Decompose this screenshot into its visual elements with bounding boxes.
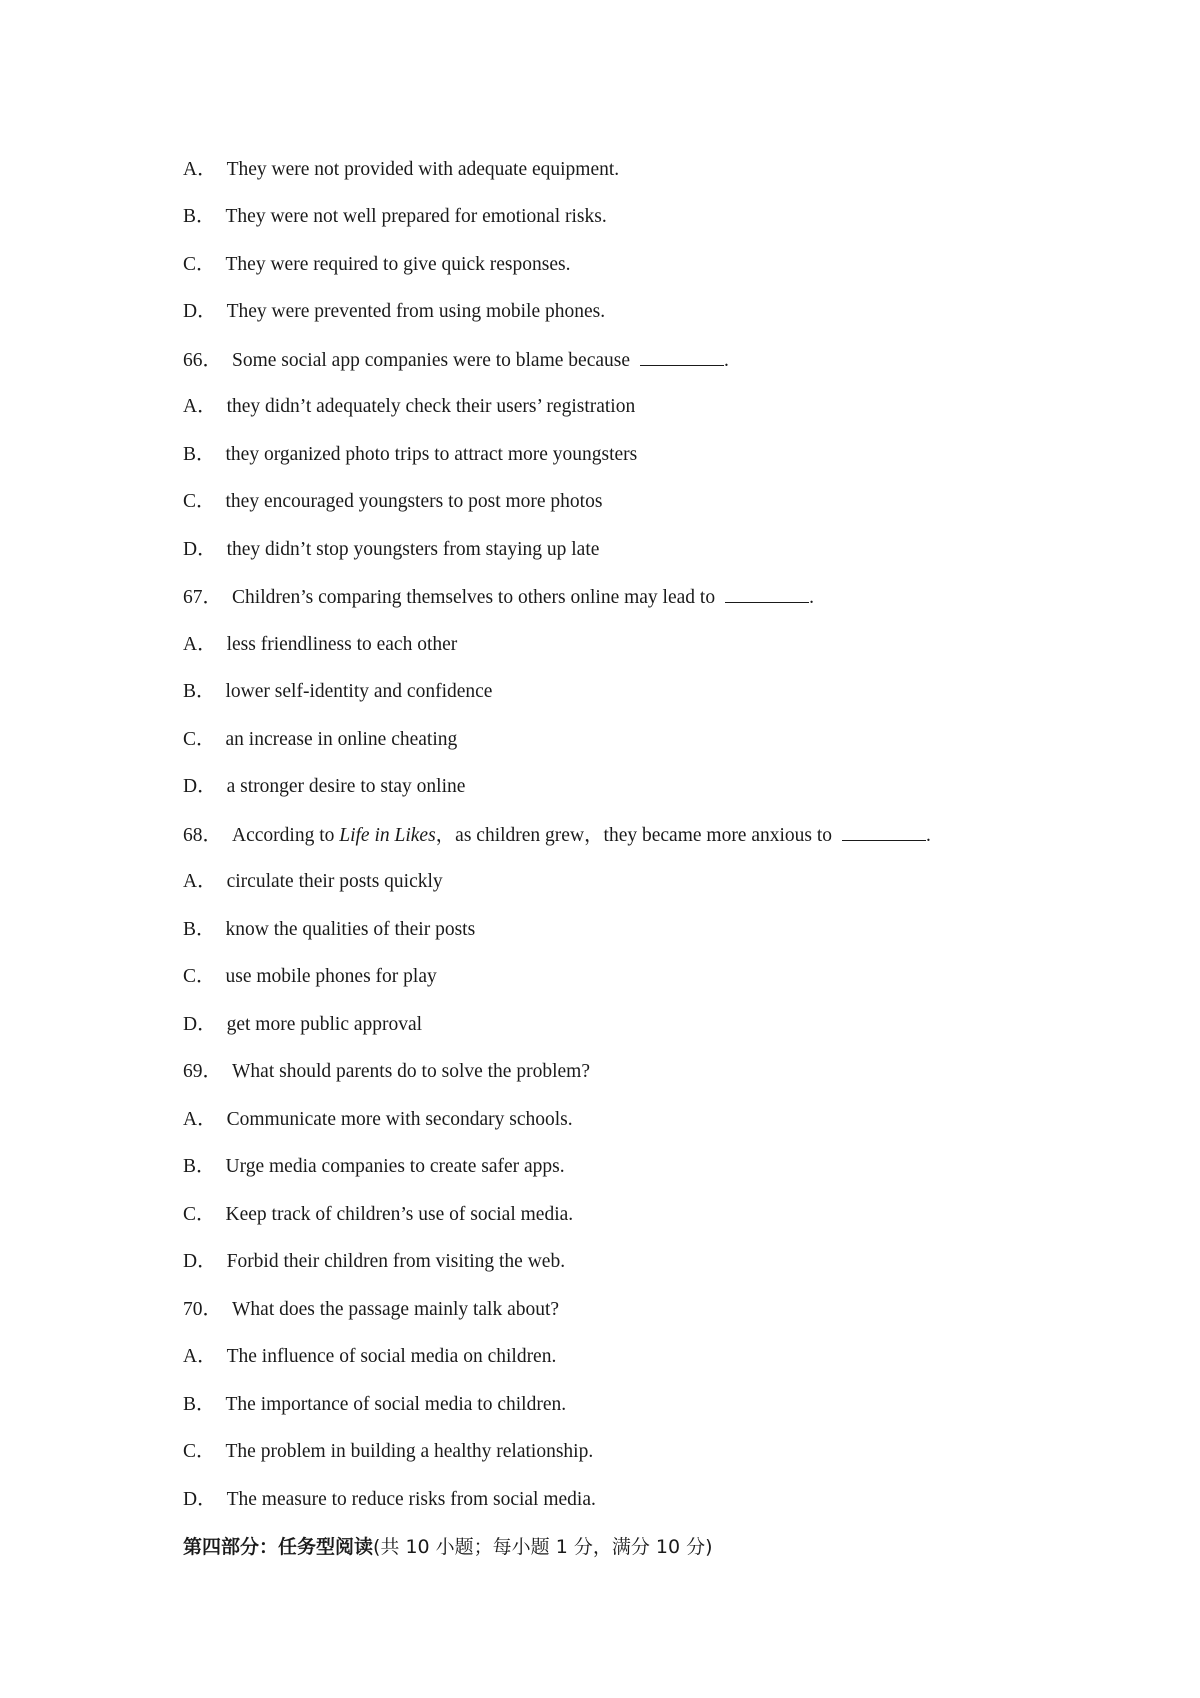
option-text: Urge media companies to create safer apps.	[225, 1156, 565, 1177]
question-68: 68． According to Life in Likes，as children grew，they became more anxious to .	[183, 822, 931, 849]
option-65-c	[183, 252, 570, 278]
option-label: A．	[183, 871, 217, 892]
option-text: they organized photo trips to attract more youngsters	[225, 444, 638, 465]
answer-blank	[640, 347, 724, 366]
question-stem: What does the passage mainly talk about?	[232, 1299, 560, 1320]
option-text: Forbid their children from visiting the web.	[226, 1251, 566, 1272]
option-label: A．	[183, 396, 217, 417]
option-text: They were not well prepared for emotional risks.	[225, 206, 607, 227]
option-text: The influence of social media on children.	[226, 1346, 557, 1367]
option-text: get more public approval	[226, 1014, 423, 1035]
option-label: C．	[183, 1204, 216, 1225]
option-text: The problem in building a healthy relationship.	[225, 1441, 594, 1462]
option-67-a	[183, 632, 457, 658]
option-label: A．	[183, 1346, 217, 1367]
option-69-c	[183, 1202, 573, 1228]
option-66-a	[183, 394, 635, 420]
question-stem-post: ，as children grew，they became more anxious to	[435, 825, 833, 846]
option-67-d	[183, 774, 465, 800]
option-label: C．	[183, 491, 216, 512]
option-label: A．	[183, 159, 217, 180]
option-68-d	[183, 1012, 422, 1038]
answer-blank	[725, 584, 809, 603]
option-65-d	[183, 299, 605, 325]
option-69-a	[183, 1107, 573, 1133]
option-label: B．	[183, 681, 216, 702]
option-label: A．	[183, 1109, 217, 1130]
section-detail: (共 10 小题；每小题 1 分，满分 10 分)	[373, 1536, 713, 1558]
option-70-c	[183, 1439, 593, 1465]
option-label: B．	[183, 444, 216, 465]
option-text: they didn’t adequately check their users’ registration	[226, 396, 636, 417]
option-66-d	[183, 537, 599, 563]
question-number: 70．	[183, 1299, 223, 1320]
question-number: 67．	[183, 587, 223, 608]
option-66-b	[183, 442, 637, 468]
question-stem-pre: According to	[232, 825, 335, 846]
question-stem: Children’s comparing themselves to others online may lead to	[232, 587, 716, 608]
option-text: They were prevented from using mobile phones.	[226, 301, 606, 322]
option-text: They were required to give quick responses.	[225, 254, 571, 275]
question-70	[183, 1297, 559, 1323]
answer-blank	[842, 822, 926, 841]
option-text: less friendliness to each other	[226, 634, 458, 655]
option-66-c	[183, 489, 602, 515]
option-label: D．	[183, 1014, 217, 1035]
option-70-a	[183, 1344, 556, 1370]
option-label: B．	[183, 1394, 216, 1415]
option-69-d	[183, 1249, 565, 1275]
option-label: C．	[183, 1441, 216, 1462]
question-number: 66．	[183, 350, 223, 371]
option-text: use mobile phones for play	[225, 966, 437, 987]
question-stem: What should parents do to solve the problem?	[232, 1061, 590, 1082]
option-text: lower self-identity and confidence	[225, 681, 493, 702]
option-69-b	[183, 1154, 565, 1180]
option-text: The importance of social media to children.	[225, 1394, 567, 1415]
question-67: 67． Children’s comparing themselves to others online may lead to .	[183, 584, 814, 611]
option-label: B．	[183, 1156, 216, 1177]
book-title: Life in Likes	[339, 825, 436, 846]
option-label: D．	[183, 1489, 217, 1510]
option-label: C．	[183, 729, 216, 750]
option-70-d	[183, 1487, 596, 1513]
option-70-b	[183, 1392, 566, 1418]
question-number: 69．	[183, 1061, 223, 1082]
option-label: B．	[183, 919, 216, 940]
option-text: The measure to reduce risks from social media.	[226, 1489, 596, 1510]
option-label: C．	[183, 254, 216, 275]
option-67-c	[183, 727, 457, 753]
option-67-b	[183, 679, 492, 705]
option-label: B．	[183, 206, 216, 227]
option-65-b	[183, 204, 607, 230]
option-text: They were not provided with adequate equipment.	[226, 159, 620, 180]
option-text: an increase in online cheating	[225, 729, 458, 750]
option-text: know the qualities of their posts	[225, 919, 476, 940]
option-label: D．	[183, 539, 217, 560]
option-65-a	[183, 157, 619, 183]
option-text: they encouraged youngsters to post more photos	[225, 491, 603, 512]
section-heading	[183, 1534, 713, 1560]
option-68-c	[183, 964, 437, 990]
question-69	[183, 1059, 590, 1085]
option-label: D．	[183, 1251, 217, 1272]
question-66: 66． Some social app companies were to blame because .	[183, 347, 729, 374]
question-number: 68．	[183, 825, 223, 846]
option-text: a stronger desire to stay online	[226, 776, 466, 797]
section-title: 第四部分：任务型阅读	[183, 1536, 374, 1558]
question-stem: Some social app companies were to blame because	[232, 350, 630, 371]
option-label: C．	[183, 966, 216, 987]
option-text: Keep track of children’s use of social media.	[225, 1204, 574, 1225]
option-68-b	[183, 917, 475, 943]
option-68-a	[183, 869, 443, 895]
option-text: circulate their posts quickly	[226, 871, 443, 892]
option-label: D．	[183, 776, 217, 797]
option-text: they didn’t stop youngsters from staying up late	[226, 539, 600, 560]
option-label: A．	[183, 634, 217, 655]
option-text: Communicate more with secondary schools.	[226, 1109, 573, 1130]
option-label: D．	[183, 301, 217, 322]
